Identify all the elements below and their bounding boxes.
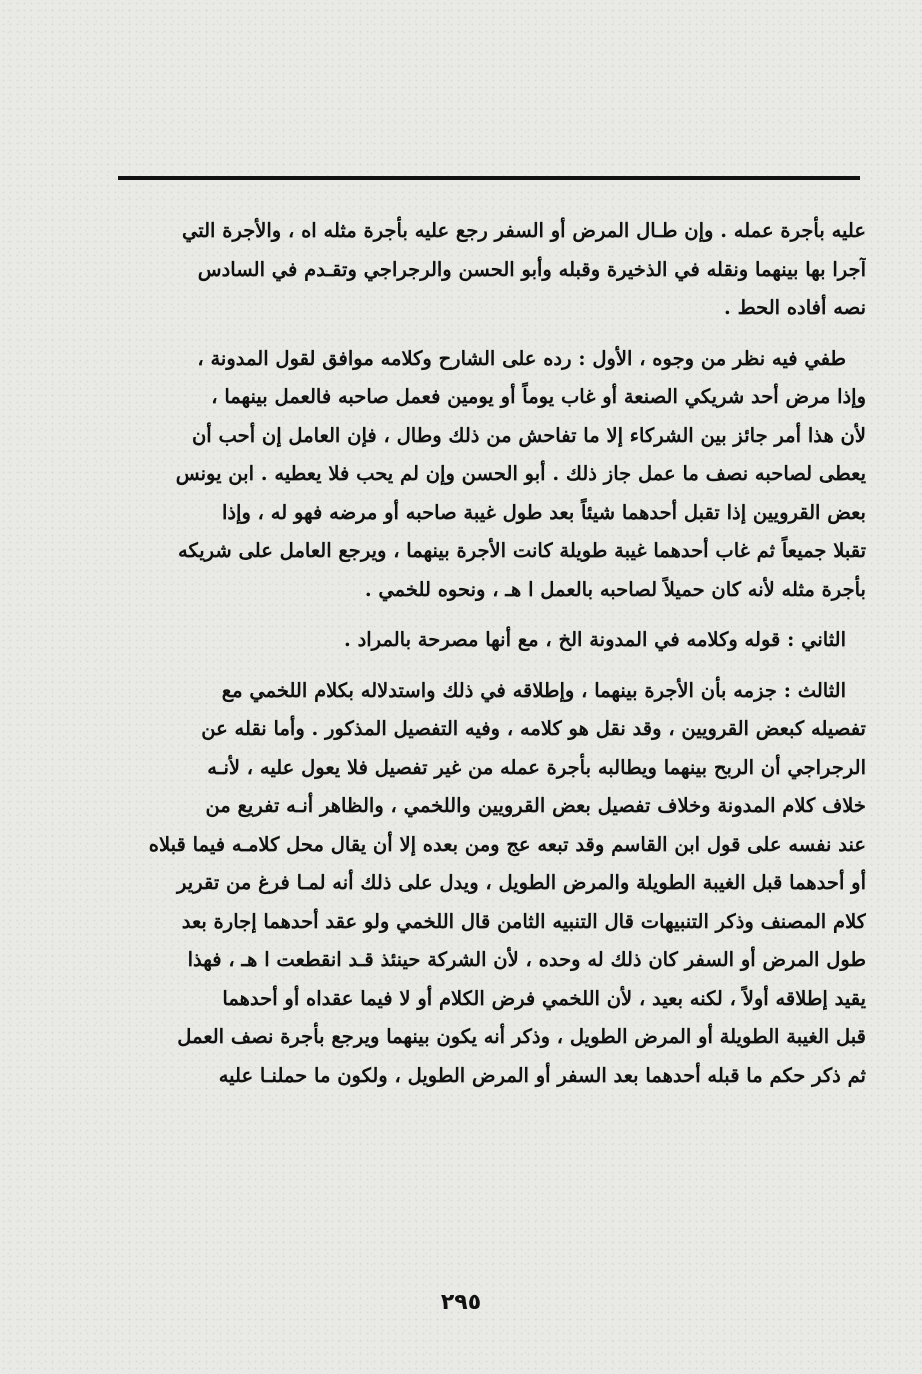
text-line: الثالث : جزمه بأن الأجرة بينهما ، وإطلاقه في ذلك واستدلاله بكلام اللخمي مع xyxy=(221,678,846,702)
text-line: بعض القرويين إذا تقبل أحدهما شيئاً بعد طول غيبة صاحبه أو مرضه فهو له ، وإذا xyxy=(221,500,866,524)
text-line: أو أحدهما قبل الغيبة الطويلة والمرض الطويل ، ويدل على ذلك أنه لمـا فرغ من تقرير xyxy=(177,871,866,894)
text-line: ثم ذكر حكم ما قبله أحدهما بعد السفر أو المرض الطويل ، ولكون ما حملنـا عليه xyxy=(218,1063,866,1087)
text-line: كلام المصنف وذكر التنبيهات قال التنبيه الثامن قال اللخمي ولو عقد أحدهما إجارة بعد xyxy=(181,909,866,933)
text-line: آجرا بها بينهما ونقله في الذخيرة وقبله وأبو الحسن والرجراجي وتقـدم في السادس xyxy=(197,257,866,281)
paragraph-4 xyxy=(100,672,866,1096)
text-line: خلاف كلام المدونة وخلاف تفصيل بعض القرويين واللخمي ، والظاهر أنـه تفريع من xyxy=(205,794,866,817)
paragraph-3 xyxy=(100,621,866,660)
text-line: عند نفسه على قول ابن القاسم وقد تبعه عج ومن بعده إلا أن يقال محل كلامـه فيما قبلاه xyxy=(148,832,866,856)
text-line: عليه بأجرة عمله . وإن طـال المرض أو السفر رجع عليه بأجرة مثله اه ، والأجرة التي xyxy=(181,219,866,242)
text-line: وإذا مرض أحد شريكي الصنعة أو غاب يوماً أو يومين فعمل صاحبه فالعمل بينهما ، xyxy=(211,385,866,408)
text-line: تقبلا جميعاً ثم غاب أحدهما غيبة طويلة كانت الأجرة بينهما ، ويرجع العامل على شريكه xyxy=(178,539,866,562)
text-line: قبل الغيبة الطويلة أو المرض الطويل ، وذكر أنه يكون بينهما ويرجع بأجرة نصف العمل xyxy=(177,1025,866,1048)
text-line: طفي فيه نظر من وجوه ، الأول : رده على الشارح وكلامه موافق لقول المدونة ، xyxy=(197,346,846,370)
text-line: بأجرة مثله لأنه كان حميلاً لصاحبه بالعمل ا هـ ، ونحوه للخمي . xyxy=(364,577,866,601)
text-line: تفصيله كبعض القرويين ، وقد نقل هو كلامه ، وفيه التفصيل المذكور . وأما نقله عن xyxy=(201,717,866,740)
text-line: يعطى لصاحبه نصف ما عمل جاز ذلك . أبو الحسن وإن لم يحب فلا يعطيه . ابن يونس xyxy=(175,462,866,485)
paragraph-1 xyxy=(100,212,866,328)
paragraph-2 xyxy=(100,340,866,610)
text-line: يقيد إطلاقه أولاً ، لكنه بعيد ، لأن اللخمي فرض الكلام أو لا فيما عقداه أو أحدهما xyxy=(222,986,866,1010)
text-line: نصه أفاده الحط . xyxy=(724,296,866,319)
text-line: طول المرض أو السفر كان ذلك له وحده ، لأن الشركة حينئذ قـد انقطعت ا هـ ، فهذا xyxy=(187,948,866,971)
body-text xyxy=(100,212,866,1107)
text-line: الثاني : قوله وكلامه في المدونة الخ ، مع أنها مصرحة بالمراد . xyxy=(344,628,846,651)
text-line: الرجراجي أن الربح بينهما ويطالبه بأجرة عمله من غير تفصيل فلا يعول عليه ، لأنـه xyxy=(207,755,866,779)
text-line: لأن هذا أمر جائز بين الشركاء إلا ما تفاحش من ذلك وطال ، فإن العامل إن أحب أن xyxy=(191,423,866,447)
header-rule xyxy=(118,176,860,180)
page-number: ٢٩٥ xyxy=(440,1290,482,1315)
